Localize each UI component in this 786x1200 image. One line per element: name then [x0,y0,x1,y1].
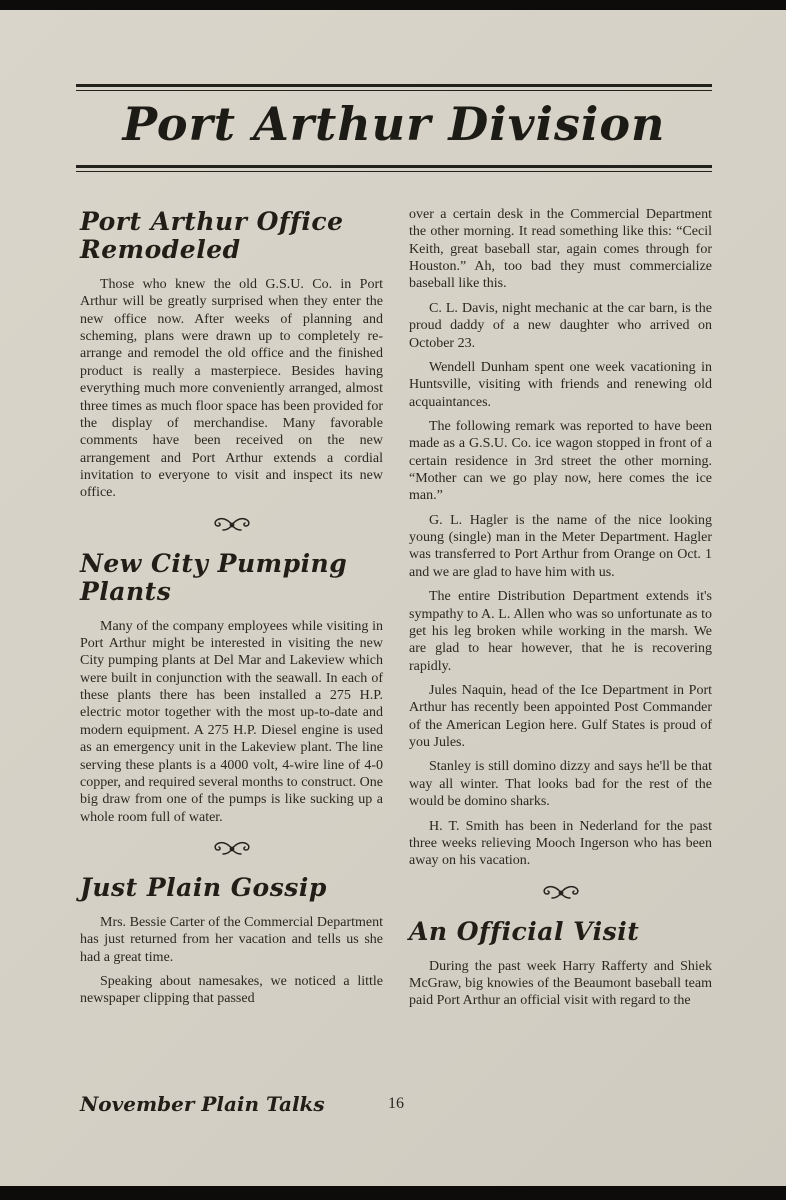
section-office-remodeled [80,208,383,502]
section-official-visit [409,918,712,1010]
page-number: 16 [388,1095,404,1112]
article-columns [80,206,712,1017]
page-footer [80,1092,712,1122]
paragraph: Those who knew the old G.S.U. Co. in Port Arthur will be greatly surprised when they enter the new office now. After weeks of planning and scheming, plans were drawn up to completely re-arrange and remodel the old office and the finished product is really a masterpiece. Besides having everything much more conveniently arranged, almost three times as much floor space has been provided for the display of merchandise. Many favorable comments have been received on the new arrangement and Port Arthur extends a cordial invitation to everyone to visit and inspect its new office. [80,277,383,501]
paragraph: Wendell Dunham spent one week vacationing in Huntsville, visiting with friends and renewing old acquaintances. [409,359,712,410]
masthead [76,84,712,168]
left-column [80,206,383,1017]
section-pumping-plants [80,550,383,826]
paragraph-continuation: over a certain desk in the Commercial Department the other morning. It read something like this: “Cecil Keith, great baseball star, again comes through for Houston.” Ah, too bad they must commercialize baseball like this. [409,207,712,292]
section-heading: New City Pumping Plants [80,548,348,606]
section-heading: An Official Visit [409,916,640,946]
fleuron-icon [209,840,255,858]
paragraph: Speaking about namesakes, we noticed a little newspaper clipping that passed [80,974,383,1007]
section-heading: Just Plain Gossip [80,872,327,902]
paragraph: Jules Naquin, head of the Ice Department in Port Arthur has recently been appointed Post Commander of the American Legion here. Gulf States is proud of you Jules. [409,682,712,751]
right-column [409,206,712,1017]
ornament-divider [80,516,383,534]
ornament-divider [409,884,712,902]
fleuron-icon [209,516,255,534]
paragraph: Mrs. Bessie Carter of the Commercial Department has just returned from her vacation and tells us she had a great time. [80,914,383,965]
page-title: Port Arthur Division [122,97,666,151]
fleuron-icon [538,884,584,902]
paragraph: Stanley is still domino dizzy and says he'll be that way all winter. That looks bad for the rest of the would be domino sharks. [409,759,712,810]
section-just-plain-gossip [80,874,383,1008]
footer-journal-title: November Plain Talks [80,1092,325,1116]
bottom-edge-bar [0,1186,786,1200]
paragraph: H. T. Smith has been in Nederland for the past three weeks relieving Mooch Ingerson who has been away on his vacation. [409,818,712,869]
paragraph: C. L. Davis, night mechanic at the car barn, is the proud daddy of a new daughter who arrived on October 23. [409,300,712,351]
paragraph: G. L. Hagler is the name of the nice looking young (single) man in the Meter Department. Hagler was transferred to Port Arthur from Orange on Oct. 1 and we are glad to have him with us. [409,512,712,580]
paragraph: Many of the company employees while visiting in Port Arthur might be interested in visiting the new City pumping plants at Del Mar and Lakeview which were built in conjunction with the seawall. In each of these plants there has been installed a 275 H.P. electric motor together with the most up-to-date and modern equipment. A 275 H.P. Diesel engine is used as an emergency unit in the Lakeview plant. The line serving these plants is a 4000 volt, 4-wire line of 4-0 copper, and required several months to construct. One big draw from one of the pumps is like sucking up a whole room full of water. [80,618,383,825]
paragraph: During the past week Harry Rafferty and Shiek McGraw, big knowies of the Beaumont baseball team paid Port Arthur an official visit with regard to the [409,958,712,1009]
paragraph: The entire Distribution Department extends it's sympathy to A. L. Allen who was so unfortunate as to get his leg broken while working in the marsh. We are glad to hear however, that he is recovering rapidly. [409,589,712,674]
masthead-rule-bottom [76,165,712,168]
top-edge-bar [0,0,786,10]
section-heading: Port Arthur Office Remodeled [80,207,344,264]
ornament-divider [80,840,383,858]
paragraph: The following remark was reported to have been made as a G.S.U. Co. ice wagon stopped in front of a certain residence in 3rd street the other morning. “Mother can we go play now, here comes the ice man.” [409,418,712,504]
